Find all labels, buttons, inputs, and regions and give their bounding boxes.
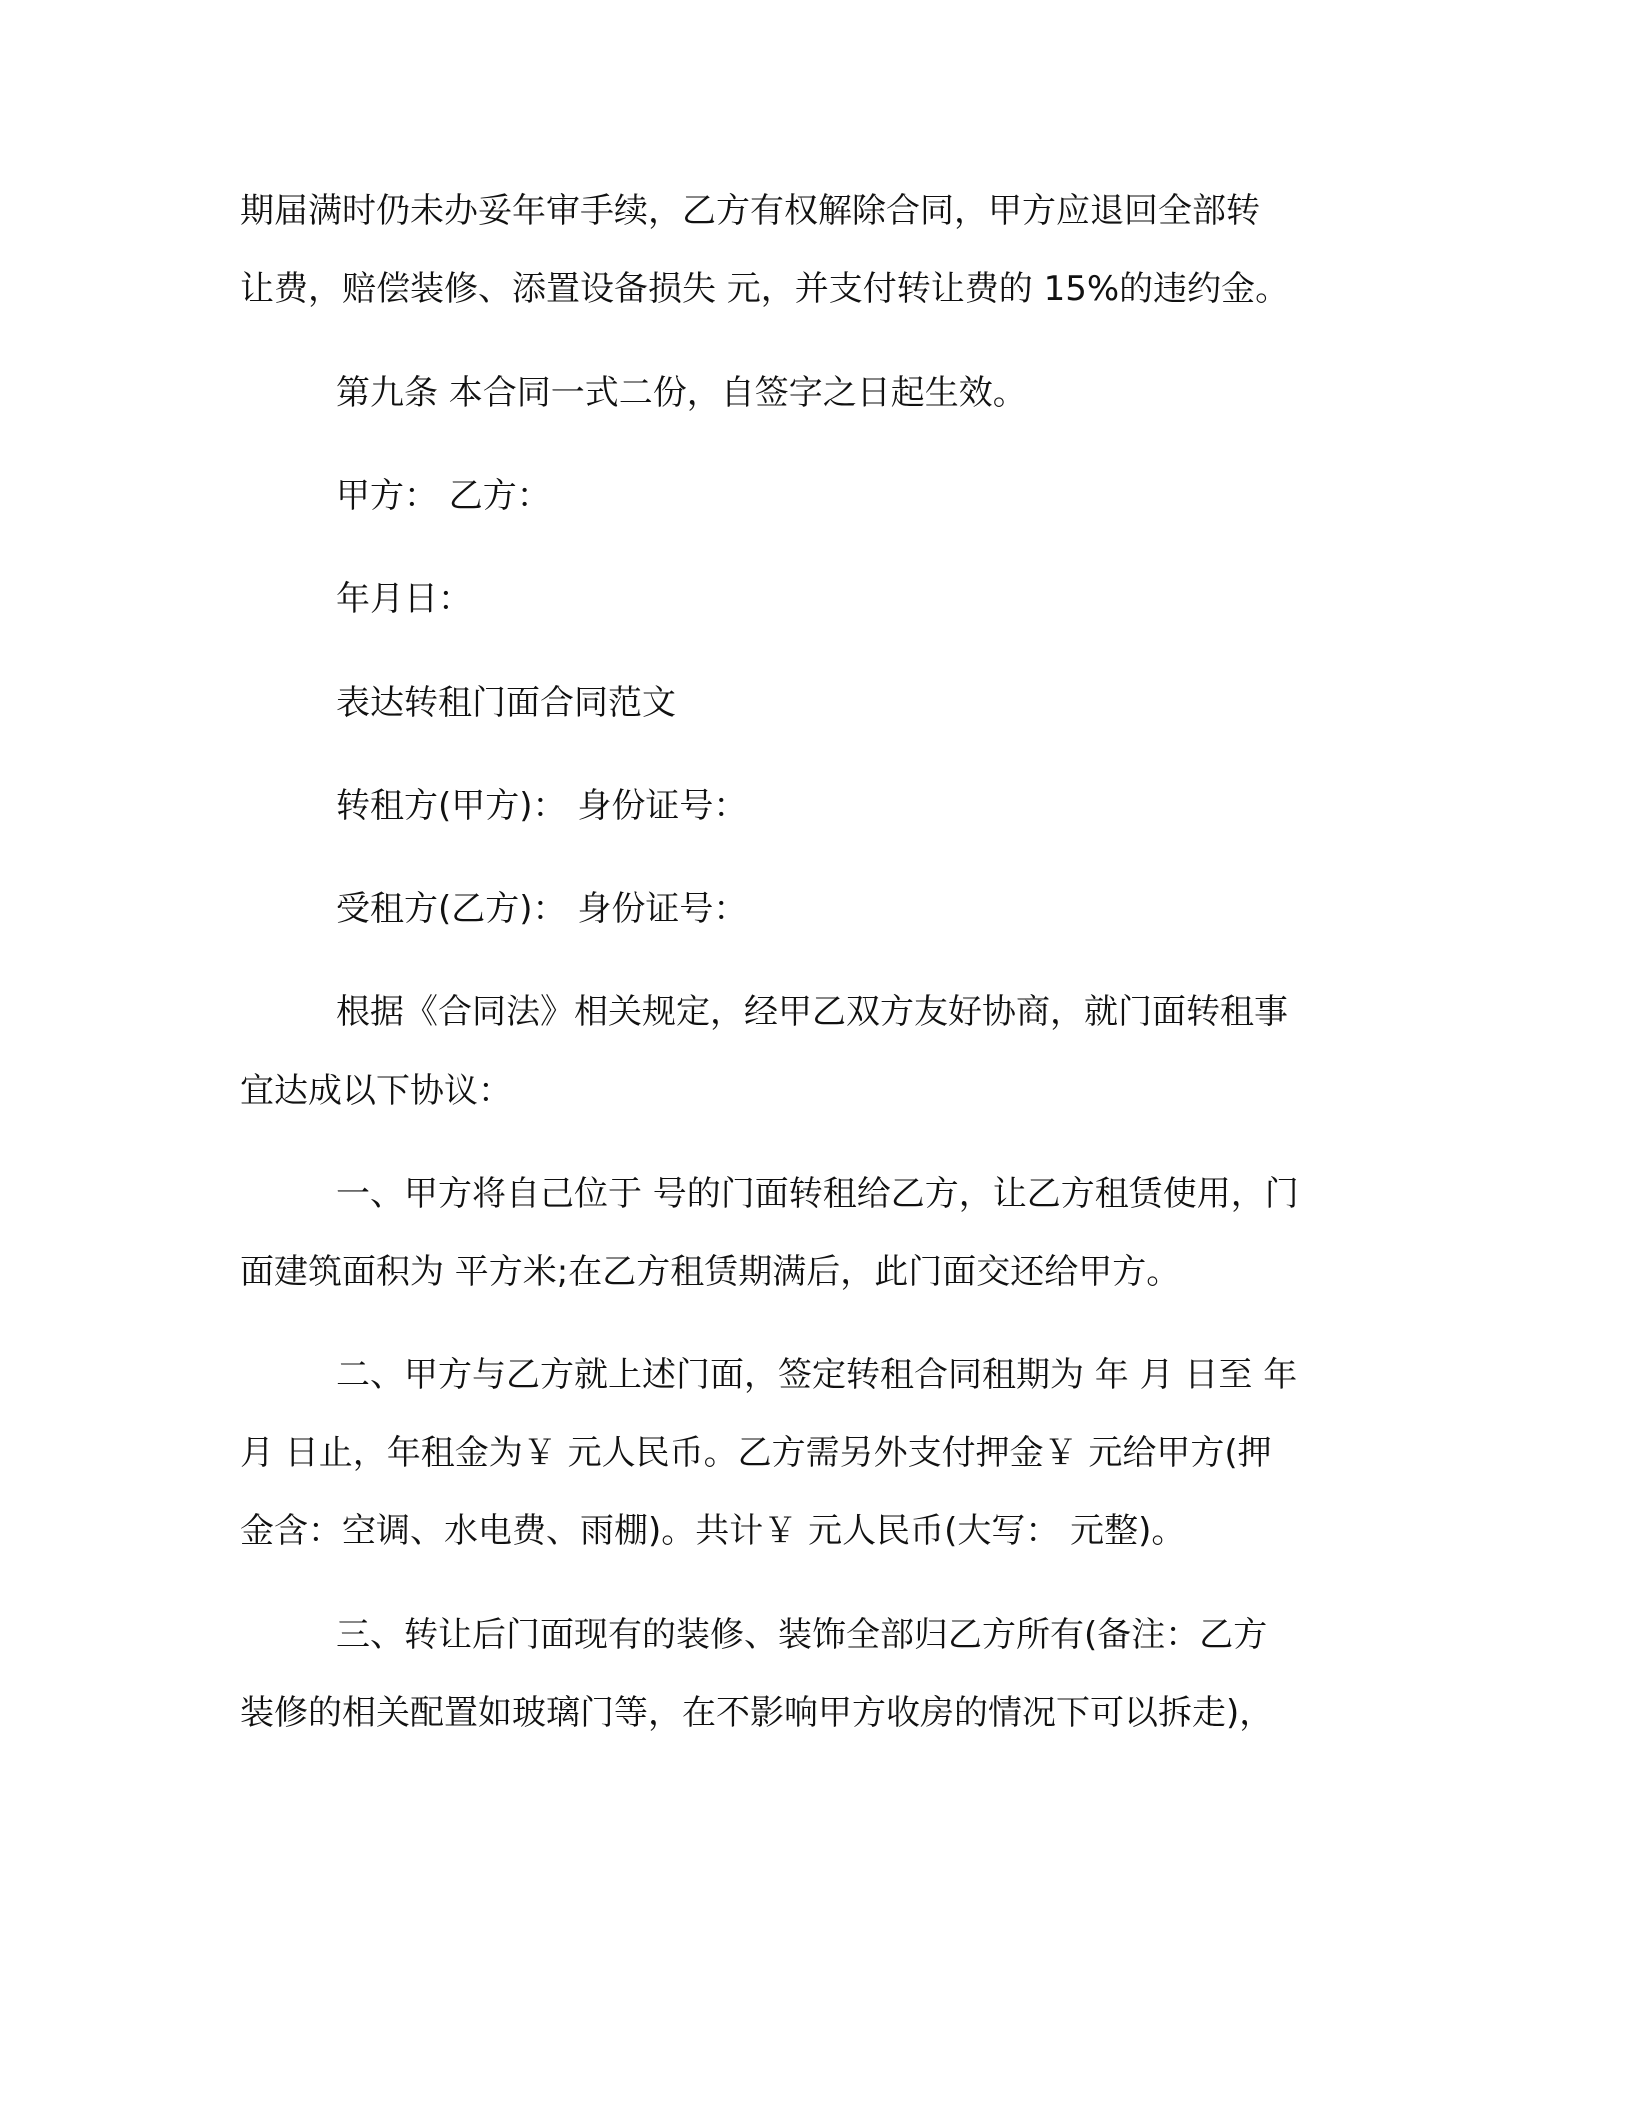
text-line: 面建筑面积为 平方米;在乙方租赁期满后，此门面交还给甲方。 xyxy=(240,1252,1181,1292)
text-line: 金含：空调、水电费、雨棚)。共计￥ 元人民币(大写： 元整)。 xyxy=(240,1511,1186,1551)
text-line: 一、甲方将自己位于 号的门面转租给乙方，让乙方租赁使用，门 xyxy=(336,1174,1299,1214)
text-line: 装修的相关配置如玻璃门等，在不影响甲方收房的情况下可以拆走)， xyxy=(240,1693,1274,1733)
text-line: 第九条 本合同一式二份，自签字之日起生效。 xyxy=(336,373,1027,413)
text-line: 宜达成以下协议： xyxy=(240,1071,512,1111)
text-line: 转租方(甲方)： 身份证号： xyxy=(336,786,748,826)
text-line: 甲方： 乙方： xyxy=(336,476,551,516)
text-line: 让费，赔偿装修、添置设备损失 元，并支付转让费的 15%的违约金。 xyxy=(240,269,1290,309)
text-line: 根据《合同法》相关规定，经甲乙双方友好协商，就门面转租事 xyxy=(336,992,1288,1032)
text-line: 月 日止，年租金为￥ 元人民币。乙方需另外支付押金￥ 元给甲方(押 xyxy=(240,1433,1272,1473)
text-line: 表达转租门面合同范文 xyxy=(336,683,676,723)
text-line: 二、甲方与乙方就上述门面，签定转租合同租期为 年 月 日至 年 xyxy=(336,1355,1298,1395)
text-line: 三、转让后门面现有的装修、装饰全部归乙方所有(备注：乙方 xyxy=(336,1615,1268,1655)
text-line: 期届满时仍未办妥年审手续，乙方有权解除合同，甲方应退回全部转 xyxy=(240,191,1260,231)
text-line: 受租方(乙方)： 身份证号： xyxy=(336,889,748,929)
text-line: 年月日： xyxy=(336,579,472,619)
